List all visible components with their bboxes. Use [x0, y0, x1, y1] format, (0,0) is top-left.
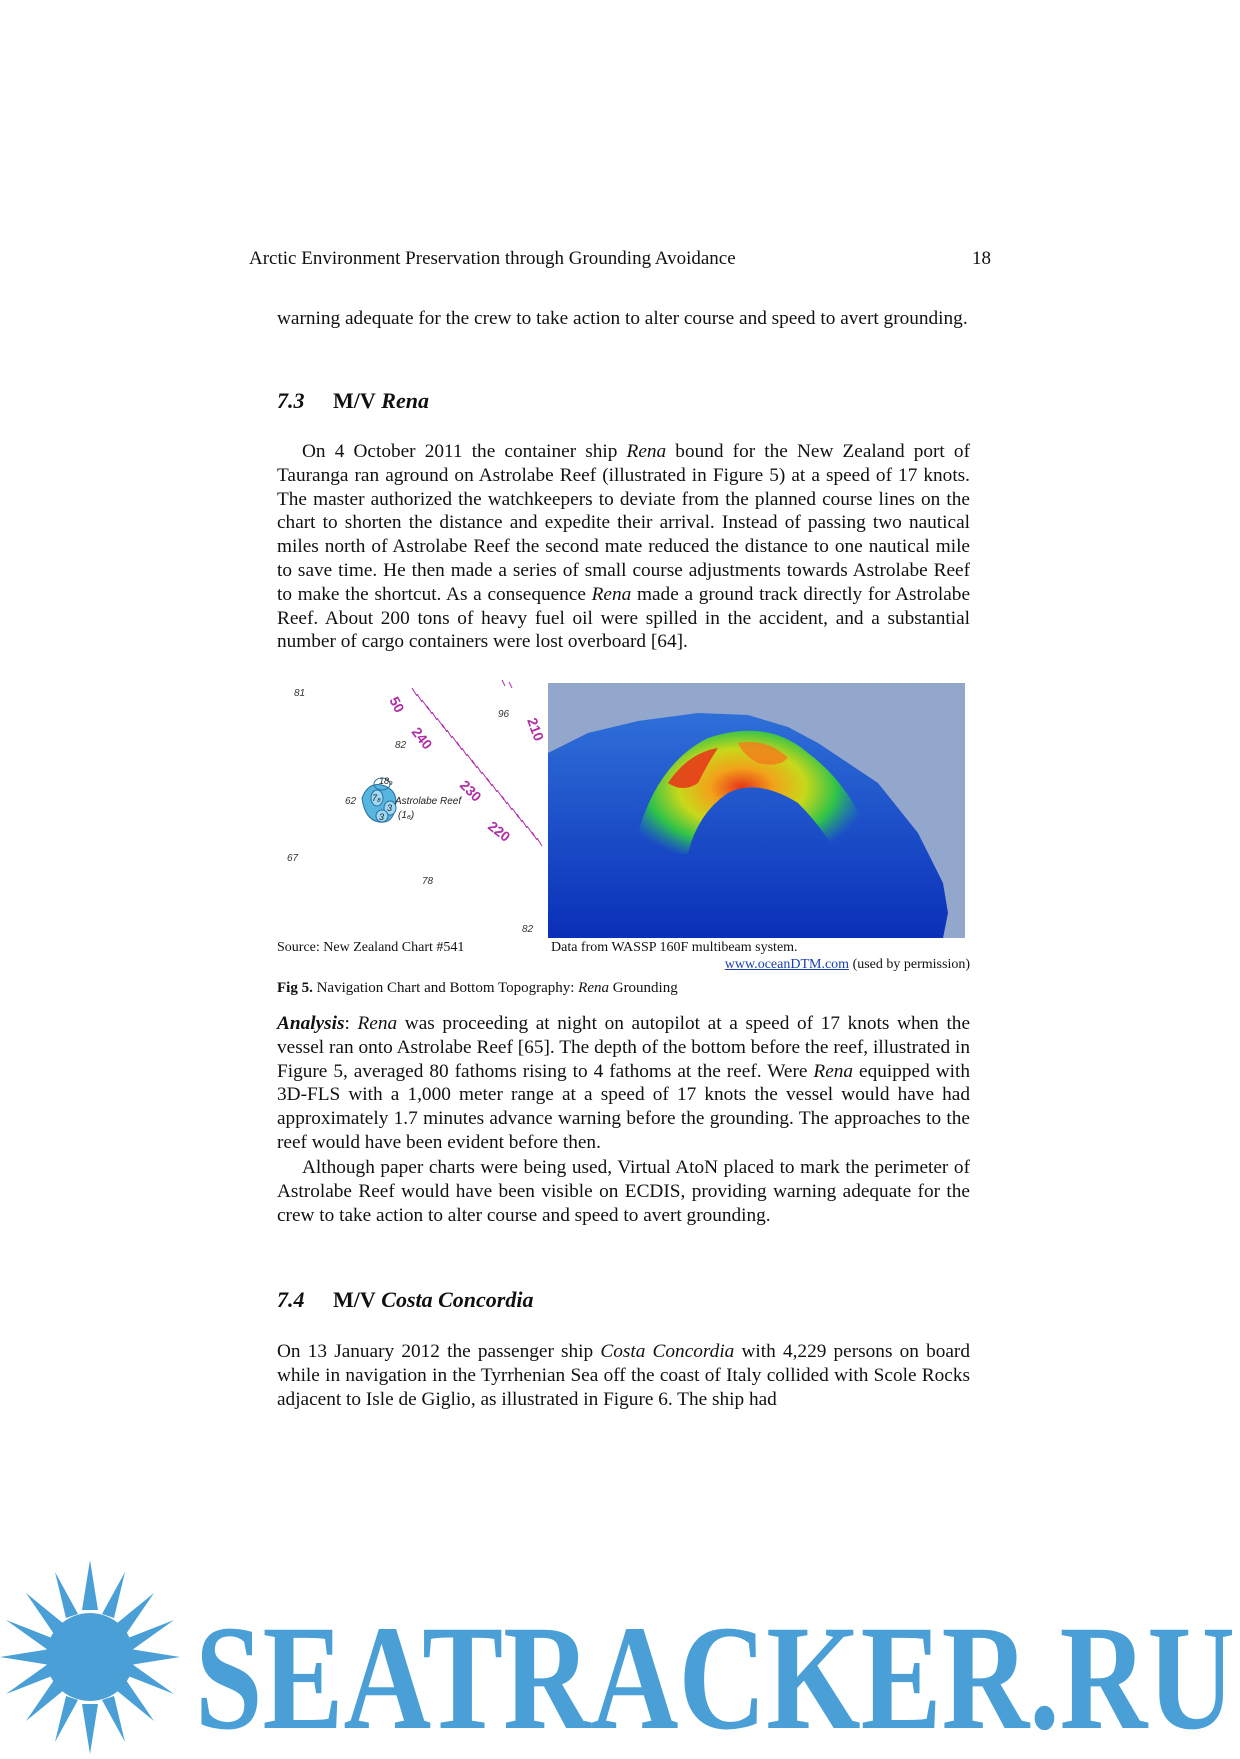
source-right: Data from WASSP 160F multibeam system. [551, 940, 798, 955]
ship-name: Rena [626, 441, 667, 462]
bearing-label: 220 [485, 817, 514, 845]
section-heading-7-3 [277, 388, 429, 414]
bearing-label: 230 [456, 776, 485, 805]
concordia-paragraph [277, 1340, 970, 1411]
sounding: 62 [345, 796, 357, 807]
sounding: 96 [498, 709, 510, 720]
navigation-chart-svg [277, 680, 545, 932]
header-title: Arctic Environment Preservation through Grounding Avoidance [249, 248, 736, 269]
sounding: 67 [287, 853, 299, 864]
bearing-label: 210 [524, 715, 545, 743]
watermark [0, 1560, 1240, 1754]
text-run: equipped with 3D-FLS with a 1,000 meter range at a speed of 17 knots the vessel would have had approximately 1.7 minutes advance warning before the grounding. The approaches to the reef would have been evident before then. [277, 1060, 970, 1153]
caption-end: Grounding [608, 980, 678, 996]
caption-text: Navigation Chart and Bottom Topography: [312, 980, 579, 996]
section-number: 7.3 [277, 388, 305, 413]
analysis-paragraph [277, 1012, 970, 1155]
sounding: 81 [294, 688, 306, 699]
reef-label: Astrolabe Reef [395, 796, 462, 807]
section-prefix: M/V [333, 388, 376, 413]
source-permission: (used by permission) [849, 957, 970, 972]
text-run: On 4 October 2011 the container ship [302, 441, 627, 462]
topography-svg [548, 683, 965, 938]
text-run: : [344, 1013, 358, 1034]
compass-arc [412, 680, 542, 846]
caption-ship: Rena [578, 980, 609, 996]
running-header [249, 248, 991, 270]
section-ship-name: Costa Concordia [381, 1287, 534, 1312]
text-run: bound for the New Zealand port of Tauranga ran aground on Astrolabe Reef (illustrated in Figure 5) at a speed of 17 knots. The master authorized the watchkeepers to deviate from the planned course lines on the chart to shorten the distance and expedite their arrival. Instead of passing two nautical miles north of Astrolabe Reef the second mate reduced the distance to one nautical mile to save time. He then made a series of small course adjustments towards Astrolabe Reef to make the shortcut. As a consequence [277, 441, 970, 605]
section-ship-name: Rena [381, 388, 429, 413]
ship-name: Rena [591, 583, 632, 605]
section-number: 7.4 [277, 1287, 305, 1312]
reef-depth: 7₈ [372, 793, 381, 803]
reef-depth: 3 [379, 812, 385, 822]
caption-label: Fig 5. [277, 980, 313, 996]
navigation-chart [277, 680, 545, 932]
sounding: 78 [422, 876, 434, 887]
figure-caption [277, 980, 678, 997]
sounding: 82 [395, 740, 407, 751]
analysis-paragraph-2: Although paper charts were being used, Virtual AtoN placed to mark the perimeter of Astrolabe Reef would have been visible on ECDIS, providing warning adequate for the crew to take action to alter course and speed to avert grounding. [277, 1157, 970, 1226]
ship-name: Rena [357, 1013, 398, 1034]
source-link[interactable]: www.oceanDTM.com [724, 957, 850, 972]
watermark-svg [0, 1560, 1240, 1754]
bearing-label: 50 [386, 693, 408, 716]
watermark-text: SEATRACKER.RU [195, 1595, 1235, 1754]
ship-name: Rena [813, 1060, 854, 1082]
reef-depth: 3 [387, 803, 393, 813]
analysis-label: Analysis [277, 1013, 345, 1034]
sun-logo [0, 1560, 180, 1754]
text-run: was proceeding at night on autopilot at a speed of 17 knots when the vessel ran onto Astrolabe Reef [65]. The depth of the bottom before the reef, illustrated in Figure 5, averaged 80 fathoms rising to 4 fathoms at the reef. Were [277, 1013, 970, 1082]
rena-paragraph [277, 440, 970, 654]
text-run: On 13 January 2012 the passenger ship [277, 1341, 601, 1362]
intro-paragraph: warning adequate for the crew to take action to alter course and speed to avert grounding. [277, 308, 968, 329]
section-prefix: M/V [333, 1287, 376, 1312]
bearing-label: 240 [408, 723, 436, 753]
page-number: 18 [972, 248, 991, 269]
ship-name: Costa Concordia [600, 1341, 735, 1362]
reef-depth-label: (1₆) [398, 810, 415, 821]
source-left: Source: New Zealand Chart #541 [277, 940, 465, 955]
text-run: made a ground track directly for Astrolabe Reef. About 200 tons of heavy fuel oil were spilled in the accident, and a substantial number of cargo containers were lost overboard [64]. [277, 583, 971, 653]
source-link-line [725, 957, 970, 973]
reef-depth: 18₉ [379, 776, 393, 786]
sounding: 82 [522, 924, 534, 932]
bottom-topography-image [548, 683, 965, 938]
section-heading-7-4 [277, 1287, 533, 1313]
text-run: with 4,229 persons on board while in navigation in the Tyrrhenian Sea off the coast of Italy collided with Scole Rocks adjacent to Isle de Giglio, as illustrated in Figure 6. The ship had [277, 1341, 970, 1410]
